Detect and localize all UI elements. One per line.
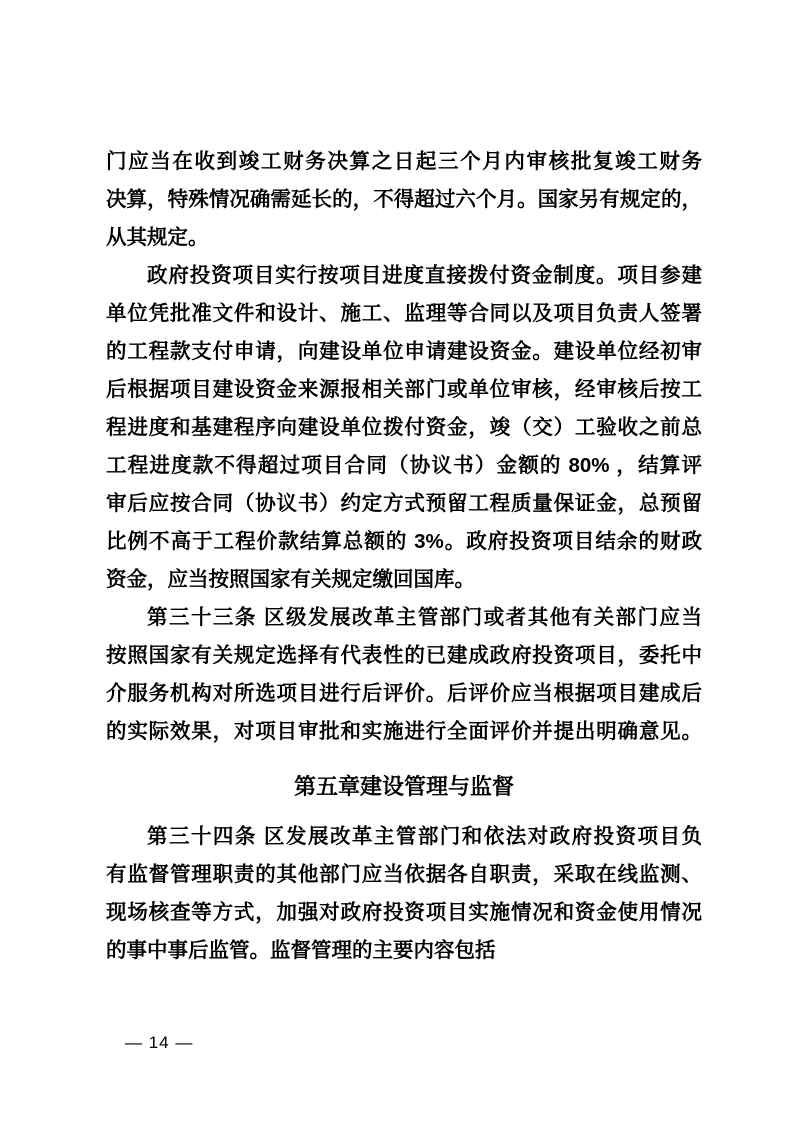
- text-line: 的事中事后监管。监督管理的主要内容包括: [106, 939, 496, 962]
- body-paragraph: [106, 818, 702, 970]
- text-line: 的实际效果，对项目审批和实施进行全面评价并提出明确意见。: [106, 720, 702, 743]
- text-line: 第三十四条 区发展改革主管部门和依法对政府投资项目负: [147, 825, 702, 848]
- body-paragraph: [106, 257, 702, 599]
- text-line: 政府投资项目实行按项目进度直接拨付资金制度。项目参建: [147, 264, 702, 287]
- text-line: 按照国家有关规定选择有代表性的已建成政府投资项目，委托中: [106, 644, 702, 667]
- text-line: 现场核查等方式，加强对政府投资项目实施情况和资金使用情况: [106, 901, 702, 924]
- text-line: 决算，特殊情况确需延长的，不得超过六个月。国家另有规定的，: [106, 188, 702, 211]
- chapter-heading: 第五章建设管理与监督: [293, 774, 514, 799]
- page-number: — 14 —: [125, 1033, 194, 1052]
- body-paragraph: [106, 143, 702, 257]
- text-line: 有监督管理职责的其他部门应当依据各自职责，采取在线监测、: [106, 863, 702, 886]
- text-line: 审后应按合同（协议书）约定方式预留工程质量保证金，总预留: [106, 492, 702, 515]
- text-line: 介服务机构对所选项目进行后评价。后评价应当根据项目建成后: [106, 682, 702, 705]
- text-line: 程进度和基建程序向建设单位拨付资金，竣（交）工验收之前总: [106, 416, 702, 439]
- text-line: 工程进度款不得超过项目合同（协议书）金额的 80% ，结算评: [106, 454, 702, 477]
- text-line: 第三十三条 区级发展改革主管部门或者其他有关部门应当: [147, 606, 702, 629]
- text-line: 资金，应当按照国家有关规定缴回国库。: [106, 568, 475, 591]
- text-line: 后根据项目建设资金来源报相关部门或单位审核，经审核后按工: [106, 378, 702, 401]
- text-line: 单位凭批准文件和设计、施工、监理等合同以及项目负责人签署: [106, 302, 702, 325]
- document-body: [106, 143, 702, 970]
- text-line: 从其规定。: [106, 226, 209, 249]
- body-paragraph: [106, 599, 702, 751]
- text-line: 比例不高于工程价款结算总额的 3%。政府投资项目结余的财政: [106, 530, 702, 553]
- text-line: 的工程款支付申请，向建设单位申请建设资金。建设单位经初审: [106, 340, 702, 363]
- text-line: 门应当在收到竣工财务决算之日起三个月内审核批复竣工财务: [106, 150, 702, 173]
